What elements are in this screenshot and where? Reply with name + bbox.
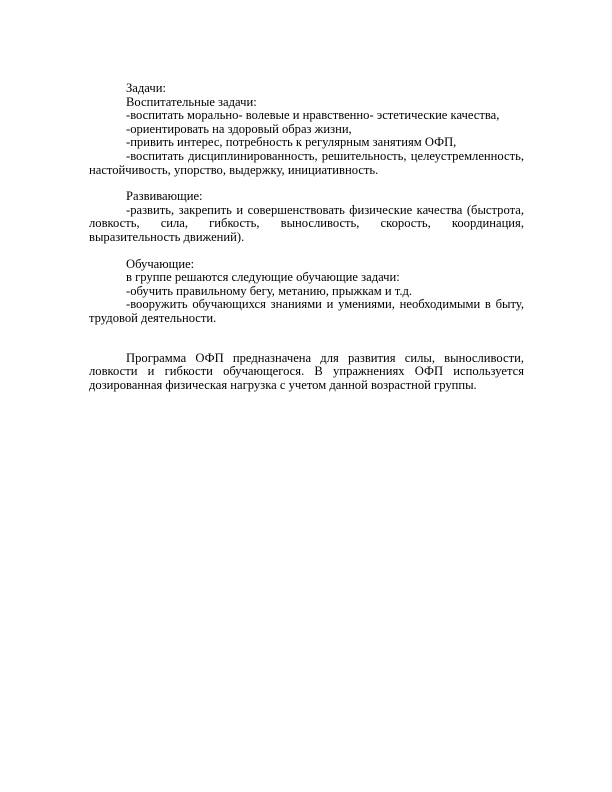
- program-paragraph: Программа ОФП предназначена для развития силы, выносливости, ловкости и гибкости обучающегося. В упражнениях ОФП используется дозированная физическая нагрузка с учетом данной возрастной группы.: [89, 350, 524, 392]
- upbringing-item-4: -воспитать дисциплинированность, решительность, целеустремленность, настойчивость, упорство, выдержку, инициативность.: [89, 148, 524, 177]
- tasks-title: Задачи:: [126, 81, 166, 95]
- developing-item-1: -развить, закрепить и совершенствовать физические качества (быстрота, ловкость, сила, гибкость, выносливость, скорость, координация, выразительность движений).: [89, 202, 524, 244]
- upbringing-item-1: -воспитать морально- волевые и нравственно- эстетические качества,: [126, 108, 500, 123]
- section-spacer: [89, 245, 524, 258]
- upbringing-item-2: -ориентировать на здоровый образ жизни,: [126, 121, 352, 136]
- upbringing-heading: Воспитательные задачи:: [126, 94, 257, 109]
- developing-heading: Развивающие:: [126, 189, 203, 204]
- teaching-item-1: -обучить правильному бегу, метанию, прыжкам и т.д.: [126, 283, 413, 298]
- section-spacer: [89, 326, 524, 352]
- upbringing-item-3: -привить интерес, потребность к регулярным занятиям ОФП,: [126, 135, 457, 150]
- teaching-heading: Обучающие:: [126, 256, 195, 271]
- document-body: [89, 82, 524, 392]
- teaching-intro: в группе решаются следующие обучающие задачи:: [126, 270, 400, 285]
- teaching-item-2: -вооружить обучающихся знаниями и умениями, необходимыми в быту, трудовой деятельности.: [89, 297, 524, 325]
